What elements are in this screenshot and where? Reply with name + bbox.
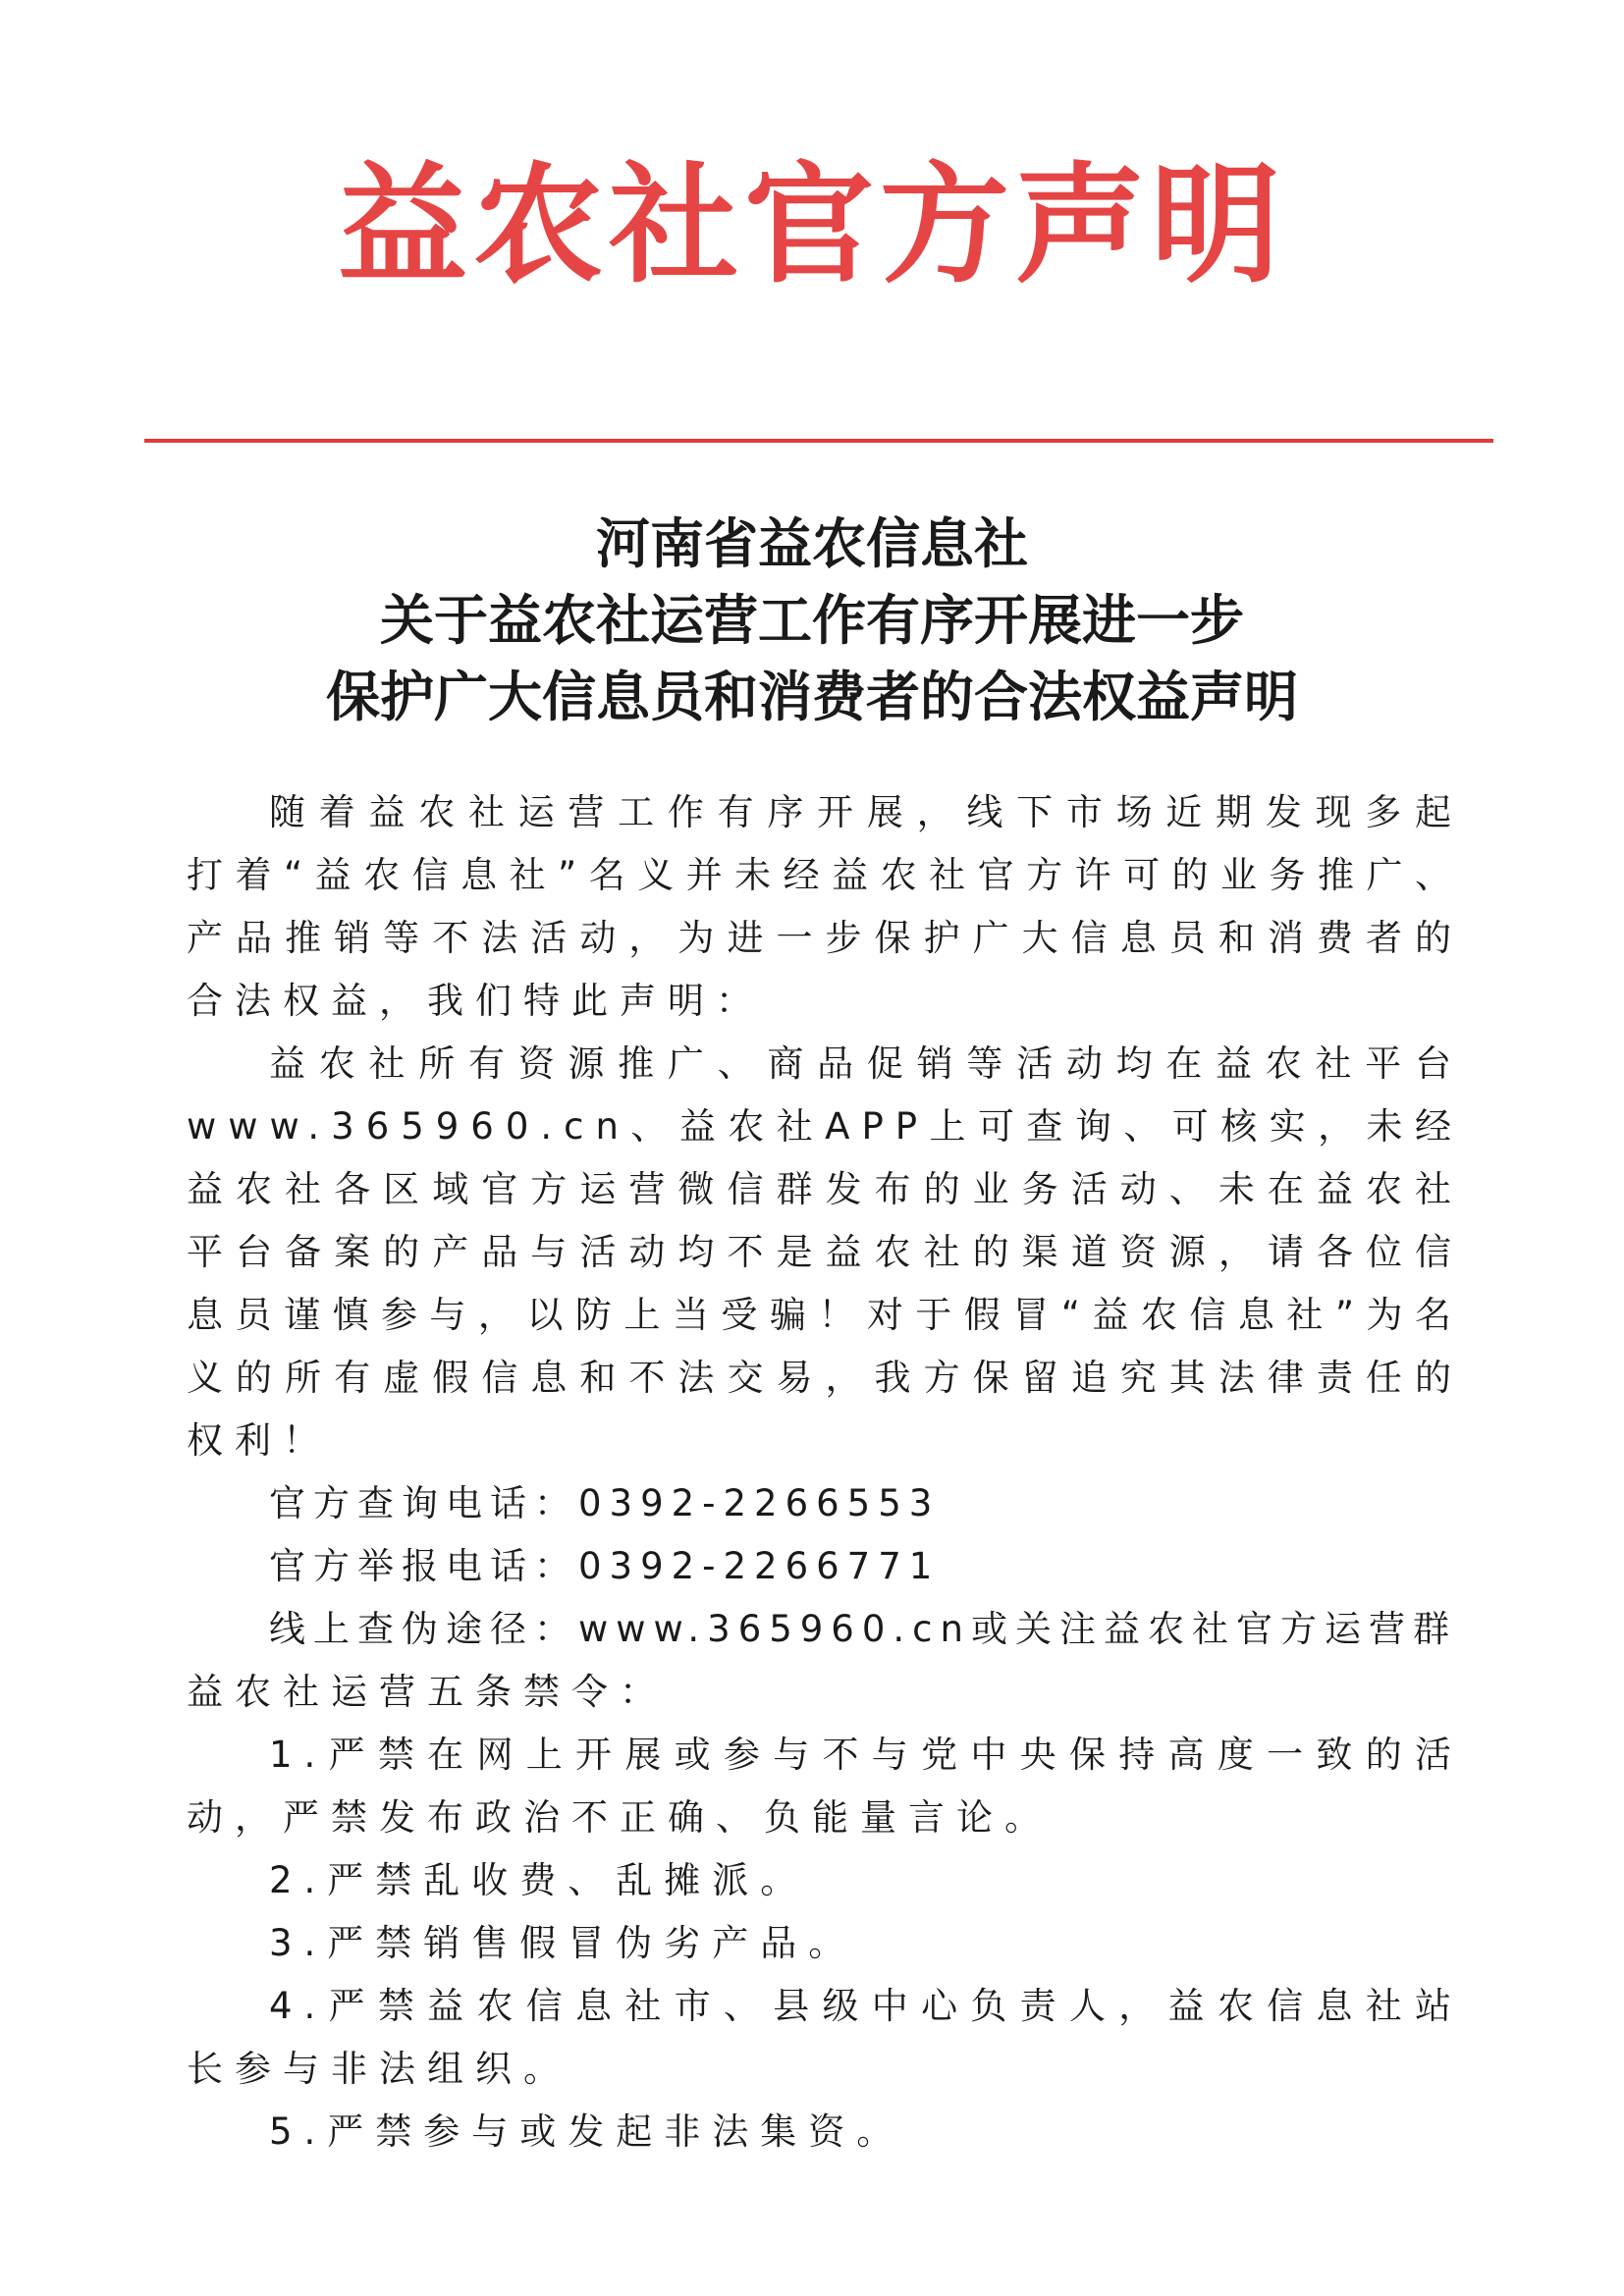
title-line-2: 关于益农社运营工作有序开展进一步 bbox=[379, 588, 1244, 652]
online-check-line: 线上查伪途径：www.365960.cn或关注益农社官方运营群 bbox=[269, 1608, 1457, 1650]
red-divider-line bbox=[144, 439, 1493, 443]
prohibition-item-3: 3.严禁销售假冒伪劣产品。 bbox=[269, 1922, 857, 1964]
report-phone-line: 官方举报电话：0392-2266771 bbox=[269, 1545, 941, 1587]
prohibitions-heading: 益农社运营五条禁令： bbox=[187, 1671, 668, 1713]
intro-paragraph: 随着益农社运营工作有序开展，线下市场近期发现多起打着“益农信息社”名义并未经益农社官方许可的业务推广、产品推销等不法活动，为进一步保护广大信息员和消费者的合法权益，我们特此声明： bbox=[187, 791, 1463, 1022]
statement-body bbox=[187, 781, 1463, 2163]
prohibition-item-4: 4.严禁益农信息社市、县级中心负责人，益农信息社站长参与非法组织。 bbox=[187, 1985, 1463, 2090]
title-line-1: 河南省益农信息社 bbox=[595, 511, 1028, 575]
statement-title bbox=[0, 506, 1624, 735]
masthead-title: 益农社官方声明 bbox=[338, 149, 1286, 301]
query-phone-line: 官方查询电话：0392-2266553 bbox=[269, 1482, 941, 1524]
title-line-3: 保护广大信息员和消费者的合法权益声明 bbox=[325, 665, 1298, 728]
prohibition-item-1: 1.严禁在网上开展或参与不与党中央保持高度一致的活动，严禁发布政治不正确、负能量言论。 bbox=[187, 1734, 1463, 1839]
prohibition-item-5: 5.严禁参与或发起非法集资。 bbox=[269, 2110, 905, 2153]
prohibition-item-2: 2.严禁乱收费、乱摊派。 bbox=[269, 1859, 809, 1901]
declaration-paragraph: 益农社所有资源推广、商品促销等活动均在益农社平台www.365960.cn、益农社APP上可查询、可核实，未经益农社各区域官方运营微信群发布的业务活动、未在益农社平台备案的产品与活动均不是益农社的渠道资源，请各位信息员谨慎参与，以防上当受骗！对于假冒“益农信息社”为名义的所有虚假信息和不法交易，我方保留追究其法律责任的权利！ bbox=[187, 1042, 1463, 1462]
